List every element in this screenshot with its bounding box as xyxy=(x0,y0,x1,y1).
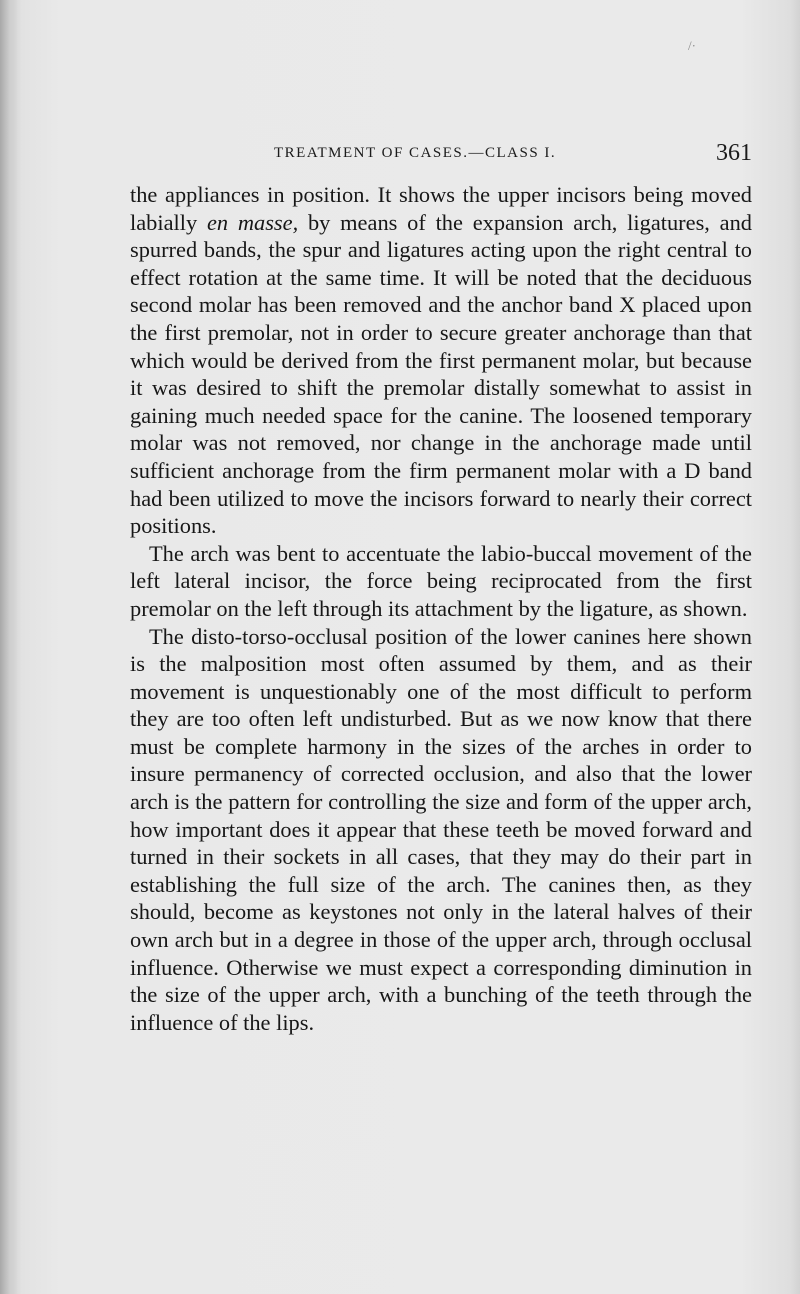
margin-mark: /· xyxy=(688,38,696,53)
running-head: TREATMENT OF CASES.—CLASS I. xyxy=(274,145,557,161)
paragraph-1-end: by means of the expansion arch, ligatures, and spurred bands, the spur and ligatures acting upon the right central to effect rotation at the same time. It will be noted that the deciduous second molar has been removed and the anchor band X placed upon the first premolar, not in order to secure greater anchorage than that which would be derived from the first permanent molar, but because it was desired to shift the premolar distally somewhat to assist in gaining much needed space for the canine. The loosened temporary molar was not removed, nor change in the anchorage made until sufficient anchorage from the firm permanent molar with a D band had been utilized to move the incisors forward to nearly their correct positions. xyxy=(130,209,752,539)
page-header xyxy=(130,140,752,170)
body-text xyxy=(130,181,752,1036)
paragraph-1-italic: en masse, xyxy=(206,209,299,235)
paragraph-1 xyxy=(130,181,752,540)
paragraph-1-start: the appliances in position. It shows the upper incisors being moved labially xyxy=(130,182,752,235)
paragraph-3: The disto-torso-occlusal position of the lower canines here shown is the malposition most often assumed by them, and as their movement is unquestionably one of the most difficult to perform they are too often left undisturbed. But as we now know that there must be complete harmony in the sizes of the arches in order to insure permanency of corrected occlusion, and also that the lower arch is the pattern for controlling the size and form of the upper arch, how important does it appear that these teeth be moved forward and turned in their sockets in all cases, that they may do their part in establishing the full size of the arch. The canines then, as they should, become as keystones not only in the lateral halves of their own arch but in a degree in those of the upper arch, through occlusal influence. Otherwise we must expect a corresponding diminution in the size of the upper arch, with a bunching of the teeth through the influence of the lips. xyxy=(130,623,752,1035)
page-number: 361 xyxy=(716,140,752,166)
page-edge-shadow xyxy=(0,0,18,1294)
paragraph-2: The arch was bent to accentuate the labio-buccal movement of the left lateral incisor, the force being reciprocated from the first premolar on the left through its attachment by the ligature, as shown. xyxy=(130,540,752,621)
